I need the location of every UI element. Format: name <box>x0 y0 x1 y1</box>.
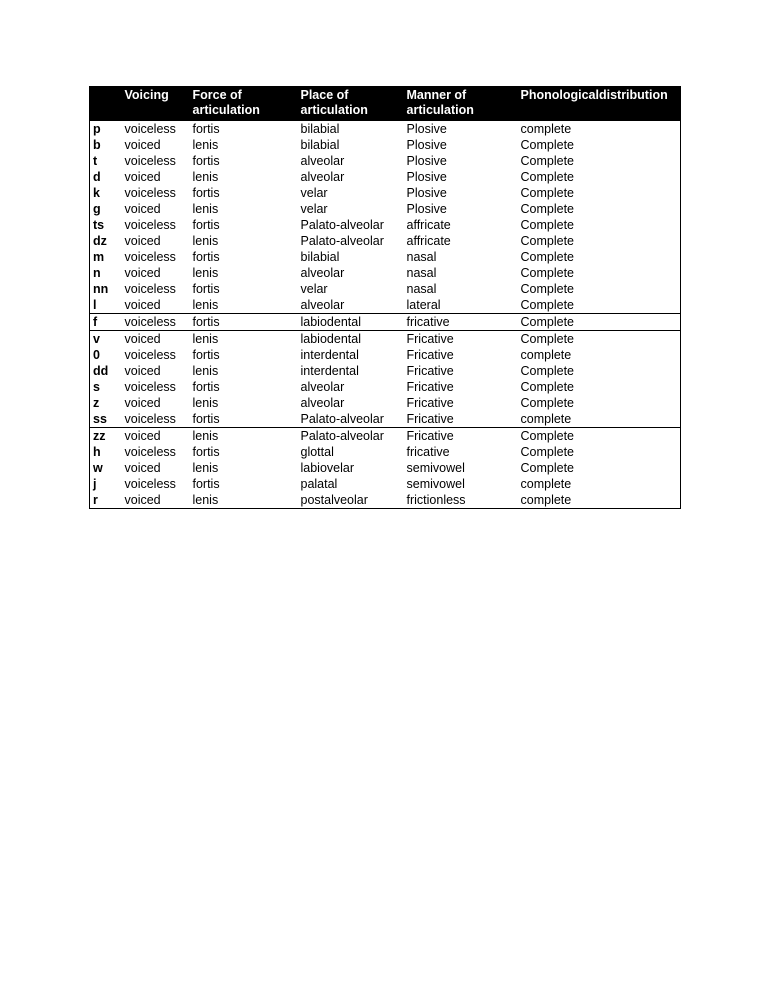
cell-place: alveolar <box>300 380 345 394</box>
cell-place: glottal <box>300 445 334 459</box>
cell-place: Palato-alveolar <box>298 428 404 445</box>
cell-symbol: p <box>93 122 101 136</box>
cell-distribution: complete <box>520 412 572 426</box>
table-row <box>90 297 681 314</box>
cell-force: fortis <box>192 380 220 394</box>
table-row <box>90 460 681 476</box>
table-row <box>90 476 681 492</box>
cell-symbol: h <box>93 445 101 459</box>
cell-manner: Fricative <box>406 396 454 410</box>
cell-distribution: Complete <box>520 396 574 410</box>
table-row <box>90 233 681 249</box>
cell-place: interdental <box>300 348 359 362</box>
cell-voicing: voiced <box>122 428 190 445</box>
cell-place: postalveolar <box>300 493 368 507</box>
cell-place: Palato-alveolar <box>300 234 384 248</box>
cell-voicing: voiceless <box>124 186 176 200</box>
cell-place: alveolar <box>300 396 345 410</box>
cell-place: bilabial <box>300 138 340 152</box>
cell-manner: Plosive <box>406 138 447 152</box>
cell-place: palatal <box>300 477 338 491</box>
cell-symbol: s <box>93 380 100 394</box>
cell-force: fortis <box>192 348 220 362</box>
cell-place: bilabial <box>300 122 340 136</box>
cell-voicing: voiced <box>124 170 161 184</box>
cell-force: lenis <box>192 202 219 216</box>
cell-distribution: Complete <box>520 250 574 264</box>
cell-voicing: voiced <box>124 202 161 216</box>
cell-distribution: Complete <box>520 186 574 200</box>
cell-voicing: voiceless <box>124 218 176 232</box>
cell-distribution: Complete <box>520 364 574 378</box>
cell-manner: fricative <box>406 445 450 459</box>
cell-symbol: dd <box>93 364 109 378</box>
cell-symbol: g <box>93 202 101 216</box>
header-distribution: Phonologicaldistribution <box>518 87 681 122</box>
cell-voicing: voiced <box>124 364 161 378</box>
cell-distribution: Complete <box>520 154 574 168</box>
cell-force: lenis <box>192 298 219 312</box>
cell-symbol: r <box>93 493 98 507</box>
table-row <box>90 185 681 201</box>
header-place: Place of articulation <box>298 87 404 122</box>
cell-distribution: Complete <box>518 428 681 445</box>
table-row <box>90 411 681 428</box>
table-row <box>90 314 681 331</box>
cell-symbol: t <box>93 154 98 168</box>
cell-manner: frictionless <box>406 493 466 507</box>
cell-symbol: j <box>93 477 97 491</box>
cell-manner: lateral <box>406 298 441 312</box>
cell-distribution: Complete <box>520 234 574 248</box>
header-row <box>90 87 681 122</box>
cell-symbol: n <box>93 266 101 280</box>
cell-place: interdental <box>300 364 359 378</box>
table-row <box>90 492 681 509</box>
cell-symbol: nn <box>93 282 109 296</box>
phoneme-table-container <box>89 86 680 509</box>
cell-distribution: Complete <box>520 282 574 296</box>
cell-force: fortis <box>190 314 298 331</box>
cell-voicing: voiced <box>124 298 161 312</box>
cell-manner: Fricative <box>404 428 518 445</box>
cell-manner: semivowel <box>406 477 465 491</box>
cell-symbol: l <box>93 298 97 312</box>
cell-place: labiodental <box>298 314 404 331</box>
cell-distribution: complete <box>520 477 572 491</box>
header-symbol <box>90 87 122 122</box>
cell-symbol: ss <box>93 412 107 426</box>
cell-distribution: Complete <box>520 170 574 184</box>
table-row <box>90 379 681 395</box>
cell-voicing: voiceless <box>124 445 176 459</box>
cell-manner: Fricative <box>406 412 454 426</box>
cell-manner: affricate <box>406 234 451 248</box>
table-row <box>90 201 681 217</box>
cell-voicing: voiced <box>124 396 161 410</box>
cell-manner: fricative <box>404 314 518 331</box>
table-row <box>90 137 681 153</box>
cell-force: fortis <box>192 122 220 136</box>
cell-distribution: Complete <box>520 380 574 394</box>
cell-place: Palato-alveolar <box>300 218 384 232</box>
cell-distribution: Complete <box>520 138 574 152</box>
cell-distribution: Complete <box>520 445 574 459</box>
cell-distribution: complete <box>520 122 572 136</box>
cell-manner: Plosive <box>406 186 447 200</box>
cell-force: fortis <box>192 154 220 168</box>
header-voicing: Voicing <box>122 87 190 122</box>
cell-distribution: complete <box>520 493 572 507</box>
cell-symbol: z <box>93 396 100 410</box>
table-row <box>90 331 681 348</box>
cell-manner: nasal <box>406 282 437 296</box>
cell-distribution: Complete <box>520 218 574 232</box>
cell-manner: Fricative <box>406 348 454 362</box>
cell-force: fortis <box>192 218 220 232</box>
table-row <box>90 347 681 363</box>
cell-voicing: voiceless <box>124 154 176 168</box>
cell-manner: Fricative <box>404 331 518 348</box>
cell-voicing: voiced <box>124 461 161 475</box>
cell-distribution: Complete <box>520 298 574 312</box>
table-row <box>90 363 681 379</box>
table-row <box>90 265 681 281</box>
cell-place: Palato-alveolar <box>300 412 384 426</box>
cell-place: bilabial <box>300 250 340 264</box>
cell-place: labiodental <box>298 331 404 348</box>
cell-manner: Fricative <box>406 380 454 394</box>
cell-distribution: Complete <box>518 314 681 331</box>
cell-voicing: voiceless <box>124 348 176 362</box>
cell-voicing: voiced <box>124 266 161 280</box>
cell-force: lenis <box>192 234 219 248</box>
cell-force: fortis <box>192 186 220 200</box>
cell-force: fortis <box>192 250 220 264</box>
table-row <box>90 395 681 411</box>
cell-symbol: zz <box>90 428 122 445</box>
cell-symbol: ts <box>93 218 105 232</box>
cell-voicing: voiceless <box>124 122 176 136</box>
cell-voicing: voiceless <box>124 412 176 426</box>
cell-place: alveolar <box>300 170 345 184</box>
table-body <box>90 121 681 509</box>
cell-force: lenis <box>192 170 219 184</box>
header-force: Force of articulation <box>190 87 298 122</box>
cell-place: alveolar <box>300 154 345 168</box>
table-row <box>90 153 681 169</box>
cell-symbol: b <box>93 138 101 152</box>
cell-distribution: complete <box>520 348 572 362</box>
cell-manner: affricate <box>406 218 451 232</box>
cell-manner: Fricative <box>406 364 454 378</box>
cell-place: alveolar <box>300 298 345 312</box>
table-row <box>90 444 681 460</box>
cell-voicing: voiced <box>124 493 161 507</box>
cell-manner: Plosive <box>406 154 447 168</box>
cell-symbol: w <box>93 461 103 475</box>
cell-symbol: d <box>93 170 101 184</box>
cell-voicing: voiceless <box>124 477 176 491</box>
cell-place: velar <box>300 282 328 296</box>
table-row <box>90 217 681 233</box>
cell-force: fortis <box>192 282 220 296</box>
cell-voicing: voiceless <box>124 250 176 264</box>
cell-force: lenis <box>192 138 219 152</box>
cell-manner: Plosive <box>406 202 447 216</box>
cell-manner: semivowel <box>406 461 465 475</box>
cell-force: lenis <box>192 396 219 410</box>
table-header <box>90 87 681 122</box>
cell-place: velar <box>300 186 328 200</box>
cell-voicing: voiced <box>124 138 161 152</box>
table-row <box>90 249 681 265</box>
cell-force: lenis <box>190 331 298 348</box>
cell-symbol: f <box>90 314 122 331</box>
cell-symbol: dz <box>93 234 107 248</box>
cell-voicing: voiceless <box>124 282 176 296</box>
table-row <box>90 428 681 445</box>
cell-voicing: voiced <box>124 234 161 248</box>
cell-distribution: Complete <box>520 461 574 475</box>
cell-force: fortis <box>192 412 220 426</box>
table-row <box>90 169 681 185</box>
cell-symbol: 0 <box>93 348 100 362</box>
cell-distribution: Complete <box>518 331 681 348</box>
cell-force: lenis <box>192 266 219 280</box>
cell-manner: nasal <box>406 250 437 264</box>
cell-force: lenis <box>192 493 219 507</box>
cell-distribution: Complete <box>520 202 574 216</box>
cell-manner: Plosive <box>406 122 447 136</box>
cell-manner: nasal <box>406 266 437 280</box>
cell-voicing: voiced <box>122 331 190 348</box>
phoneme-table <box>89 86 681 509</box>
cell-symbol: m <box>93 250 105 264</box>
cell-place: labiovelar <box>300 461 355 475</box>
cell-voicing: voiceless <box>122 314 190 331</box>
cell-force: lenis <box>190 428 298 445</box>
cell-force: fortis <box>192 445 220 459</box>
cell-place: alveolar <box>300 266 345 280</box>
cell-place: velar <box>300 202 328 216</box>
cell-force: lenis <box>192 364 219 378</box>
header-manner: Manner of articulation <box>404 87 518 122</box>
table-row <box>90 121 681 137</box>
cell-manner: Plosive <box>406 170 447 184</box>
cell-force: fortis <box>192 477 220 491</box>
cell-symbol: v <box>90 331 122 348</box>
cell-distribution: Complete <box>520 266 574 280</box>
cell-voicing: voiceless <box>124 380 176 394</box>
cell-force: lenis <box>192 461 219 475</box>
cell-symbol: k <box>93 186 100 200</box>
table-row <box>90 281 681 297</box>
